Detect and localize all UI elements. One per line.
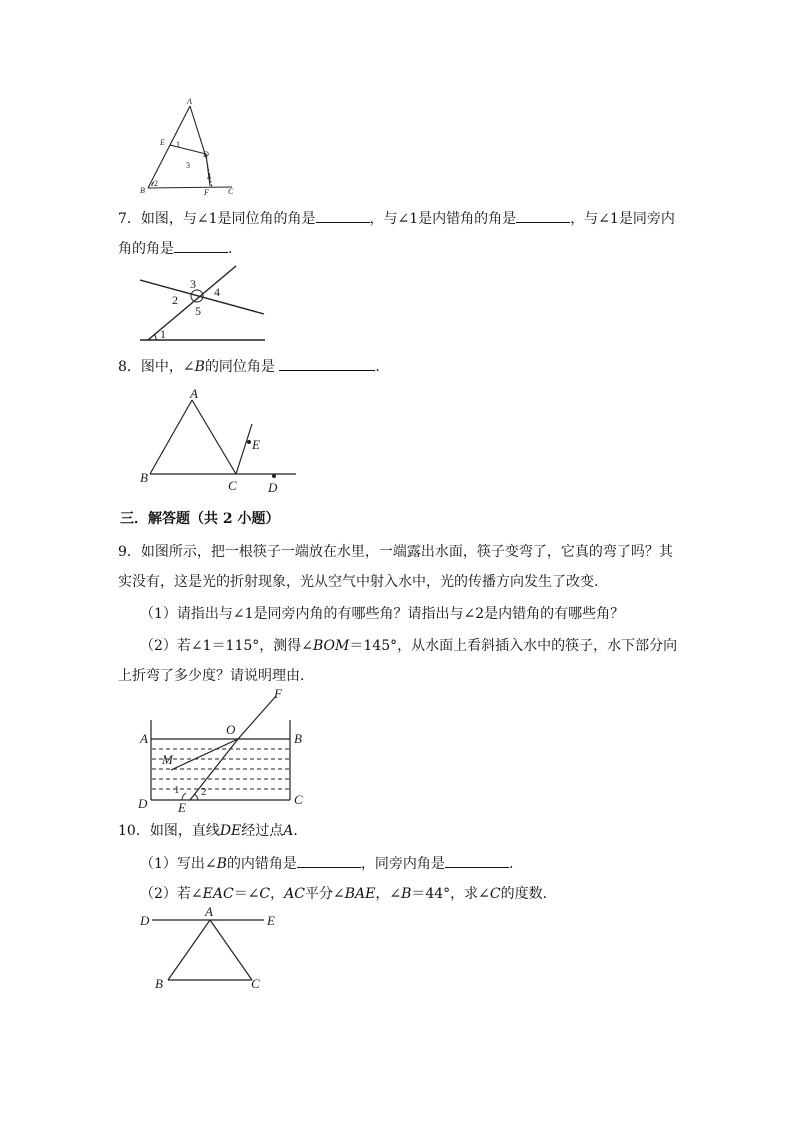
q7-label-1: 1	[160, 327, 166, 341]
q9-label-c: C	[294, 792, 303, 807]
q8-label-b: B	[140, 470, 148, 485]
q7-blank-corresponding	[316, 208, 370, 223]
label-e: E	[160, 138, 165, 147]
line-upper	[140, 280, 264, 314]
q7-label-3: 3	[190, 277, 196, 291]
angle-arc-1	[154, 334, 156, 340]
q9-label-o: O	[226, 722, 236, 737]
figure-q9-chopstick	[138, 686, 308, 814]
q10-label-a: A	[205, 906, 213, 919]
q9-label-f: F	[274, 686, 282, 701]
q7-blank-alternate	[516, 208, 570, 223]
q7-line-1: 7．如图，与∠1是同位角的角是 ，与∠1是内错角的角是 ，与∠1是同旁内	[118, 208, 675, 229]
figure-q8-triangle	[140, 386, 300, 494]
q10-blank-alternate	[297, 853, 361, 868]
segment-ac	[192, 400, 236, 474]
angle-arc-1	[182, 793, 186, 800]
q9-label-1: 1	[174, 784, 180, 796]
q7-label-4: 4	[214, 285, 220, 299]
q8-label-a: A	[190, 386, 198, 401]
point-d	[272, 474, 276, 478]
q9-line-1: 9．如图所示，把一根筷子一端放在水里，一端露出水面，筷子变弯了，它真的弯了吗？其	[118, 544, 673, 560]
label-4: 4	[207, 173, 211, 182]
label-b: B	[140, 186, 145, 195]
label-c: C	[228, 187, 234, 196]
q10-label-d: D	[140, 913, 150, 928]
q10-line-1: 10．如图，直线DE经过点A.	[118, 823, 298, 839]
light-path-refracted	[190, 739, 238, 800]
q9-label-2: 2	[201, 786, 207, 798]
point-e	[247, 440, 251, 444]
label-d: D	[203, 150, 209, 159]
figure-triangle-top	[140, 96, 250, 200]
q10-label-c: C	[251, 976, 260, 991]
segment-ac	[210, 920, 252, 980]
segment-ce	[236, 424, 252, 474]
q9-label-d: D	[138, 796, 148, 811]
q9-part-2-line-2: 上折弯了多少度？请说明理由.	[118, 668, 305, 684]
label-a: A	[187, 97, 192, 106]
segment-bc	[148, 187, 232, 188]
q9-part-1: （1）请指出与∠1是同旁内角的有哪些角？请指出与∠2是内错角的有哪些角？	[140, 606, 625, 622]
q7-line-2: 角的角是 .	[118, 238, 232, 259]
q10-part-2: （2）若∠EAC＝∠C，AC平分∠BAE，∠B＝44°，求∠C的度数.	[140, 886, 548, 902]
q8-blank	[279, 356, 375, 371]
q9-label-a: A	[140, 731, 148, 746]
q9-part-2: （2）若∠1＝115°，测得∠BOM＝145°，从水面上看斜插入水中的筷子，水下部分向	[140, 638, 678, 654]
q7-blank-co-interior	[174, 238, 228, 253]
q9-line-2: 实没有，这是光的折射现象，光从空气中射入水中，光的传播方向发生了改变.	[118, 574, 599, 590]
segment-ab	[148, 106, 190, 188]
q9-label-b: B	[294, 731, 302, 746]
label-2: 2	[154, 179, 158, 188]
q8-label-c: C	[228, 478, 237, 493]
q9-label-e: E	[178, 800, 186, 814]
q9-label-m: M	[162, 752, 173, 767]
q8-label-d: D	[268, 480, 278, 494]
segment-ab	[168, 920, 210, 980]
angle-arc-2	[194, 794, 198, 800]
chopstick-water	[171, 739, 238, 770]
label-3: 3	[186, 161, 190, 170]
q10-label-b: B	[155, 976, 163, 991]
chopstick-air	[238, 696, 276, 739]
q7-label-5: 5	[195, 304, 201, 318]
q10-label-e: E	[267, 913, 275, 928]
q10-blank-co-interior	[445, 853, 509, 868]
q8-line: 8．图中，∠B的同位角是 .	[118, 356, 380, 377]
figure-q7-lines	[140, 262, 265, 344]
figure-q10-triangle	[138, 906, 288, 996]
q7-label-2: 2	[172, 293, 178, 307]
label-1: 1	[176, 140, 180, 149]
segment-ba	[150, 400, 192, 474]
section-title: 三．解答题（共 2 小题）	[120, 511, 280, 527]
q10-part-1: （1）写出∠B的内错角是 ，同旁内角是 .	[140, 853, 513, 874]
q8-label-e: E	[252, 437, 260, 452]
label-f: F	[204, 188, 209, 197]
